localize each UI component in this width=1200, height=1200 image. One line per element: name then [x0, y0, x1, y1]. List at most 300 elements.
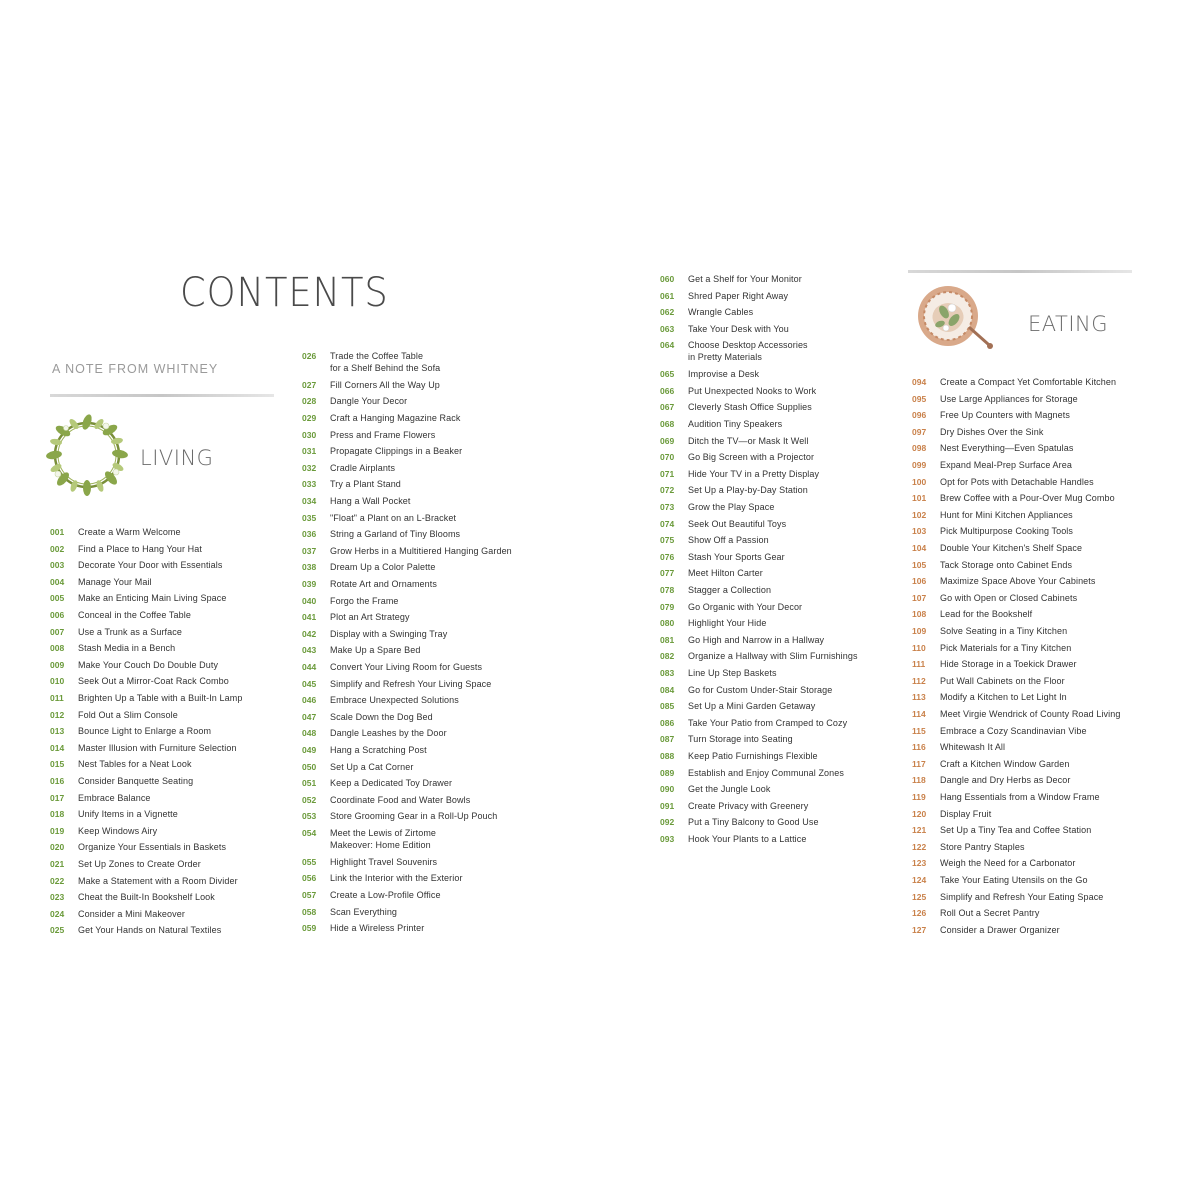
entry-number: 102	[912, 509, 927, 520]
toc-entry[interactable]	[302, 578, 437, 590]
entry-title	[330, 810, 497, 822]
entry-title	[330, 350, 440, 374]
entry-number: 055	[302, 856, 317, 867]
toc-entry[interactable]	[912, 575, 1096, 587]
entry-title-line: Set Up a Cat Corner	[330, 761, 414, 772]
entry-title-line: Meet Hilton Carter	[688, 568, 763, 579]
entry-title	[940, 841, 1025, 853]
entry-title-line: Go Organic with Your Decor	[688, 601, 803, 612]
entry-title-line: Set Up a Mini Garden Getaway	[688, 701, 816, 712]
toc-entry[interactable]	[302, 661, 482, 673]
entry-title-line: Nest Tables for a Neat Look	[78, 759, 192, 770]
toc-entry[interactable]	[912, 642, 1071, 654]
entry-title-line: Hook Your Plants to a Lattice	[688, 834, 807, 844]
entry-number: 091	[660, 800, 675, 811]
toc-entry[interactable]	[912, 824, 1091, 836]
toc-entry[interactable]	[302, 595, 399, 607]
toc-entry[interactable]	[660, 518, 786, 530]
toc-entry[interactable]	[50, 592, 226, 604]
toc-entry[interactable]	[302, 429, 435, 441]
toc-entry[interactable]	[660, 650, 858, 662]
toc-entry[interactable]	[912, 509, 1073, 521]
toc-entry[interactable]	[660, 634, 824, 646]
decorated-plate-icon	[908, 284, 1000, 354]
entry-title	[330, 595, 399, 607]
entry-title	[688, 783, 770, 795]
entry-title-line: Take Your Patio from Cramped to Cozy	[688, 717, 848, 728]
toc-entry[interactable]	[660, 601, 802, 613]
toc-entry[interactable]	[660, 667, 777, 679]
toc-entry[interactable]	[660, 468, 819, 480]
entry-title-line: Hang a Wall Pocket	[330, 496, 411, 506]
toc-entry[interactable]	[912, 725, 1087, 737]
toc-entry[interactable]	[912, 741, 1005, 753]
toc-entry[interactable]	[302, 711, 433, 723]
toc-entry[interactable]	[660, 733, 793, 745]
entry-title-line: Meet Virgie Wendrick of County Road Living	[940, 709, 1121, 719]
toc-entry[interactable]	[660, 783, 770, 795]
entry-number: 054	[302, 828, 317, 838]
entry-number: 059	[302, 923, 317, 934]
toc-entry[interactable]	[912, 409, 1070, 421]
entry-title	[330, 678, 491, 690]
toc-entry[interactable]	[302, 777, 452, 789]
toc-entry[interactable]	[912, 675, 1065, 687]
entry-title	[940, 376, 1116, 388]
entry-title-line: Trade the Coffee Table	[330, 351, 424, 361]
entry-title-line: Simplify and Refresh Your Eating Space	[940, 891, 1104, 902]
entry-title	[688, 617, 766, 629]
toc-entry[interactable]	[302, 512, 456, 524]
entry-title	[940, 741, 1005, 753]
toc-entry[interactable]	[912, 691, 1067, 703]
entry-number: 042	[302, 628, 317, 639]
entry-number: 020	[50, 842, 65, 853]
toc-entry[interactable]	[302, 827, 436, 851]
entry-title	[78, 908, 185, 920]
entry-title-line: for a Shelf Behind the Sofa	[330, 363, 441, 373]
entry-number: 096	[912, 410, 927, 421]
entry-title-line: Keep Patio Furnishings Flexible	[688, 751, 818, 761]
entry-number: 121	[912, 825, 927, 836]
entry-title-line: Cradle Airplants	[330, 462, 396, 473]
entry-title-line: Use Large Appliances for Storage	[940, 393, 1078, 404]
toc-entry[interactable]	[912, 774, 1070, 786]
entry-title	[78, 808, 178, 820]
toc-entry[interactable]	[302, 395, 407, 407]
toc-entry[interactable]	[660, 816, 819, 828]
toc-entry[interactable]	[660, 551, 785, 563]
toc-entry[interactable]	[302, 761, 413, 773]
entry-title	[688, 484, 808, 496]
entry-title-line: "Float" a Plant on an L-Bracket	[330, 512, 457, 523]
toc-entry[interactable]	[302, 462, 395, 474]
toc-entry[interactable]	[50, 858, 201, 870]
toc-entry[interactable]	[302, 611, 410, 623]
entry-title	[940, 459, 1072, 471]
entry-title	[688, 634, 824, 646]
entry-title-line: Craft a Kitchen Window Garden	[940, 758, 1070, 769]
entry-title-line: Dream Up a Color Palette	[330, 562, 436, 573]
entry-title	[688, 435, 809, 447]
toc-entry[interactable]	[302, 545, 512, 557]
entry-title-line: Fill Corners All the Way Up	[330, 379, 440, 390]
toc-entry[interactable]	[660, 501, 774, 513]
toc-entry[interactable]	[660, 584, 771, 596]
toc-entry[interactable]	[302, 561, 435, 573]
entry-title-line: Bounce Light to Enlarge a Room	[78, 726, 212, 737]
entry-title-line: Dangle Leashes by the Door	[330, 728, 447, 739]
entry-number: 071	[660, 468, 675, 479]
entry-number: 092	[660, 817, 675, 828]
entry-title-line: Hide a Wireless Printer	[330, 923, 425, 934]
note-link[interactable]: A NOTE FROM WHITNEY	[52, 362, 219, 376]
toc-entry[interactable]	[302, 727, 447, 739]
toc-entry[interactable]	[302, 794, 470, 806]
entry-number: 032	[302, 462, 317, 473]
entry-title-line: Go Big Screen with a Projector	[688, 452, 815, 463]
toc-entry[interactable]	[50, 924, 221, 936]
entry-title	[688, 750, 818, 762]
entry-title	[940, 575, 1096, 587]
toc-entry[interactable]	[660, 323, 789, 335]
toc-entry[interactable]	[302, 922, 424, 934]
entry-title	[688, 551, 785, 563]
toc-entry[interactable]	[50, 626, 182, 638]
toc-entry[interactable]	[660, 273, 802, 285]
entry-number: 047	[302, 711, 317, 722]
toc-entry[interactable]	[302, 906, 397, 918]
entry-number: 044	[302, 662, 317, 672]
entry-number: 095	[912, 393, 927, 404]
entry-title-line: Simplify and Refresh Your Living Space	[330, 678, 492, 689]
entry-number: 024	[50, 908, 65, 919]
entry-number: 006	[50, 610, 65, 620]
section-title-living: LIVING	[140, 446, 214, 470]
entry-number: 021	[50, 859, 65, 869]
entry-number: 039	[302, 579, 317, 589]
toc-entry[interactable]	[660, 290, 788, 302]
toc-entry[interactable]	[50, 825, 157, 837]
entry-title	[940, 608, 1032, 620]
toc-entry[interactable]	[50, 808, 178, 820]
toc-entry[interactable]	[302, 628, 447, 640]
entry-title-line: Go High and Narrow in a Hallway	[688, 634, 825, 645]
entry-title-line: Nest Everything—Even Spatulas	[940, 443, 1074, 454]
entry-title-line: Plot an Art Strategy	[330, 612, 410, 623]
entry-title	[78, 576, 152, 588]
entry-title	[688, 339, 808, 363]
entry-number: 019	[50, 825, 65, 836]
entry-title	[330, 412, 460, 424]
toc-entry[interactable]	[912, 559, 1072, 571]
entry-title	[688, 684, 832, 696]
toc-entry[interactable]	[302, 379, 440, 391]
entry-title	[78, 659, 218, 671]
toc-entry[interactable]	[660, 717, 847, 729]
entry-title	[330, 644, 420, 656]
toc-entry[interactable]	[912, 442, 1073, 454]
toc-entry[interactable]	[660, 567, 763, 579]
entry-title	[330, 694, 459, 706]
toc-entry[interactable]	[912, 376, 1116, 388]
entry-title	[330, 727, 447, 739]
toc-entry[interactable]	[660, 700, 815, 712]
toc-entry[interactable]	[912, 791, 1100, 803]
entry-number: 001	[50, 527, 65, 537]
toc-entry[interactable]	[660, 339, 808, 363]
toc-entry[interactable]	[912, 874, 1088, 886]
toc-entry[interactable]	[912, 907, 1039, 919]
entry-title-line: Seek Out Beautiful Toys	[688, 518, 787, 529]
entry-title	[688, 290, 788, 302]
entry-title	[688, 501, 774, 513]
entry-title-line: Create a Low-Profile Office	[330, 890, 441, 900]
entry-number: 043	[302, 645, 317, 656]
entry-title-line: Turn Storage into Seating	[688, 734, 793, 745]
entry-number: 122	[912, 841, 927, 852]
toc-entry[interactable]	[50, 559, 222, 571]
toc-entry[interactable]	[912, 891, 1103, 903]
toc-entry[interactable]	[912, 492, 1115, 504]
entry-title-line: Organize a Hallway with Slim Furnishings	[688, 651, 858, 662]
entry-title	[940, 642, 1071, 654]
toc-entry[interactable]	[912, 459, 1072, 471]
toc-entry[interactable]	[660, 534, 769, 546]
entry-title-line: Hunt for Mini Kitchen Appliances	[940, 509, 1073, 520]
entry-number: 085	[660, 701, 675, 712]
entry-title-line: Hide Your TV in a Pretty Display	[688, 468, 820, 479]
toc-entry[interactable]	[302, 350, 440, 374]
toc-entry[interactable]	[912, 426, 1043, 438]
entry-title	[940, 426, 1043, 438]
entry-title	[940, 476, 1094, 488]
page-title: CONTENTS	[180, 270, 389, 316]
entry-number: 058	[302, 906, 317, 917]
toc-entry[interactable]	[50, 758, 192, 770]
entry-number: 118	[912, 775, 926, 786]
entry-title	[940, 675, 1065, 687]
entry-number: 056	[302, 873, 317, 884]
entry-number: 063	[660, 323, 675, 334]
toc-entry[interactable]	[50, 908, 185, 920]
toc-entry[interactable]	[50, 875, 238, 887]
toc-entry[interactable]	[912, 758, 1069, 770]
entry-number: 077	[660, 568, 675, 579]
toc-entry[interactable]	[302, 678, 491, 690]
entry-title	[78, 841, 226, 853]
entry-title-line: Consider a Mini Makeover	[78, 908, 185, 919]
entry-title-line: Cleverly Stash Office Supplies	[688, 402, 812, 413]
toc-entry[interactable]	[660, 800, 808, 812]
toc-entry[interactable]	[50, 692, 242, 704]
toc-entry[interactable]	[302, 856, 437, 868]
entry-number: 025	[50, 925, 65, 936]
entry-title-line: Highlight Your Hide	[688, 618, 767, 629]
entry-title	[330, 462, 395, 474]
toc-entry[interactable]	[912, 608, 1032, 620]
toc-entry[interactable]	[912, 708, 1120, 720]
entry-title-line: Scan Everything	[330, 906, 398, 917]
entry-title-line: Embrace Balance	[78, 792, 151, 803]
entry-number: 112	[912, 675, 926, 686]
entry-title	[78, 891, 215, 903]
entry-number: 104	[912, 543, 927, 553]
toc-entry[interactable]	[912, 808, 991, 820]
entry-title	[330, 445, 462, 457]
entry-title-line: Forgo the Frame	[330, 595, 399, 606]
entry-title	[940, 791, 1100, 803]
entry-title	[330, 761, 413, 773]
toc-entry[interactable]	[302, 694, 459, 706]
toc-entry[interactable]	[302, 872, 463, 884]
entry-title-line: Propagate Clippings in a Beaker	[330, 446, 463, 457]
toc-entry[interactable]	[302, 478, 401, 490]
toc-entry[interactable]	[50, 659, 218, 671]
toc-entry[interactable]	[912, 525, 1073, 537]
entry-title	[78, 526, 181, 538]
entry-number: 041	[302, 612, 317, 623]
toc-entry[interactable]	[50, 642, 175, 654]
entry-number: 126	[912, 908, 927, 919]
toc-entry[interactable]	[660, 617, 766, 629]
toc-entry[interactable]	[302, 644, 420, 656]
entry-number: 115	[912, 725, 926, 736]
toc-entry[interactable]	[50, 609, 191, 621]
toc-entry[interactable]	[660, 750, 818, 762]
toc-entry[interactable]	[912, 658, 1077, 670]
entry-title	[940, 592, 1077, 604]
entry-number: 049	[302, 745, 317, 755]
toc-entry[interactable]	[302, 412, 460, 424]
toc-entry[interactable]	[912, 542, 1082, 554]
divider	[908, 270, 1132, 273]
toc-entry[interactable]	[660, 833, 806, 845]
toc-entry[interactable]	[50, 709, 178, 721]
toc-entry[interactable]	[660, 418, 782, 430]
entry-title	[940, 542, 1082, 554]
toc-entry[interactable]	[50, 725, 211, 737]
section-title-eating: EATING	[1028, 312, 1109, 336]
entry-number: 034	[302, 496, 317, 506]
toc-entry[interactable]	[50, 543, 202, 555]
toc-entry[interactable]	[50, 891, 215, 903]
entry-title	[78, 875, 238, 887]
entry-title	[78, 792, 151, 804]
toc-entry[interactable]	[302, 810, 497, 822]
toc-entry[interactable]	[660, 401, 812, 413]
toc-entry[interactable]	[302, 528, 460, 540]
entry-title-line: Make a Statement with a Room Divider	[78, 875, 238, 886]
entry-title-line: Stash Your Sports Gear	[688, 551, 785, 562]
toc-entry[interactable]	[302, 495, 411, 507]
entry-title-line: Scale Down the Dog Bed	[330, 711, 433, 722]
toc-entry[interactable]	[660, 306, 753, 318]
toc-entry[interactable]	[660, 385, 816, 397]
entry-title-line: Fold Out a Slim Console	[78, 709, 178, 720]
entry-number: 087	[660, 734, 675, 745]
entry-title	[330, 922, 424, 934]
entry-number: 127	[912, 924, 927, 935]
entry-title	[688, 401, 812, 413]
toc-entry[interactable]	[912, 841, 1025, 853]
entry-number: 082	[660, 651, 675, 662]
entry-number: 060	[660, 274, 675, 284]
entry-title-line: Dry Dishes Over the Sink	[940, 426, 1044, 437]
toc-entry[interactable]	[50, 841, 226, 853]
entry-number: 013	[50, 726, 65, 737]
entry-title-line: Audition Tiny Speakers	[688, 419, 783, 429]
entry-number: 045	[302, 678, 317, 689]
entry-title	[688, 451, 814, 463]
toc-entry[interactable]	[50, 576, 152, 588]
entry-title	[940, 559, 1072, 571]
entry-title-line: Store Grooming Gear in a Roll-Up Pouch	[330, 811, 498, 822]
toc-entry[interactable]	[912, 592, 1077, 604]
entry-number: 018	[50, 809, 65, 820]
entry-title-line: Modify a Kitchen to Let Light In	[940, 692, 1067, 703]
toc-entry[interactable]	[660, 484, 808, 496]
toc-entry[interactable]	[50, 792, 151, 804]
toc-entry[interactable]	[302, 744, 427, 756]
entry-number: 106	[912, 576, 927, 587]
entry-number: 073	[660, 502, 675, 512]
toc-entry[interactable]	[302, 889, 441, 901]
entry-number: 069	[660, 435, 675, 446]
entry-title	[940, 808, 991, 820]
entry-title	[688, 534, 769, 546]
entry-title	[688, 601, 802, 613]
toc-entry[interactable]	[660, 684, 832, 696]
entry-title	[940, 691, 1067, 703]
toc-entry[interactable]	[912, 924, 1060, 936]
toc-entry[interactable]	[912, 857, 1076, 869]
entry-title-line: Convert Your Living Room for Guests	[330, 662, 483, 672]
entry-title-line: Seek Out a Mirror-Coat Rack Combo	[78, 676, 229, 687]
entry-title-line: Dangle Your Decor	[330, 396, 408, 407]
toc-entry[interactable]	[660, 767, 844, 779]
toc-entry[interactable]	[660, 435, 809, 447]
entry-title-line: Create Privacy with Greenery	[688, 800, 809, 811]
entry-title	[330, 889, 441, 901]
entry-title	[940, 874, 1088, 886]
entry-title	[688, 567, 763, 579]
entry-title-line: Stash Media in a Bench	[78, 643, 176, 654]
toc-entry[interactable]	[912, 476, 1094, 488]
entry-title-line: Put Wall Cabinets on the Floor	[940, 675, 1065, 686]
toc-entry[interactable]	[50, 675, 229, 687]
entry-number: 040	[302, 595, 317, 606]
entry-title-line: Free Up Counters with Magnets	[940, 410, 1070, 421]
toc-entry[interactable]	[50, 742, 237, 754]
toc-entry[interactable]	[912, 625, 1067, 637]
entry-number: 066	[660, 385, 675, 396]
toc-entry[interactable]	[50, 775, 193, 787]
toc-entry[interactable]	[302, 445, 462, 457]
entry-title	[330, 611, 410, 623]
toc-entry[interactable]	[50, 526, 181, 538]
entry-title-line: Conceal in the Coffee Table	[78, 610, 191, 620]
entry-title	[78, 858, 201, 870]
entry-title	[330, 528, 460, 540]
toc-entry[interactable]	[660, 368, 759, 380]
toc-entry[interactable]	[912, 393, 1078, 405]
entry-title-line: Decorate Your Door with Essentials	[78, 560, 223, 571]
entry-number: 022	[50, 875, 65, 886]
entry-number: 111	[912, 659, 926, 670]
leaf-wreath-icon	[44, 412, 130, 498]
toc-entry[interactable]	[660, 451, 814, 463]
